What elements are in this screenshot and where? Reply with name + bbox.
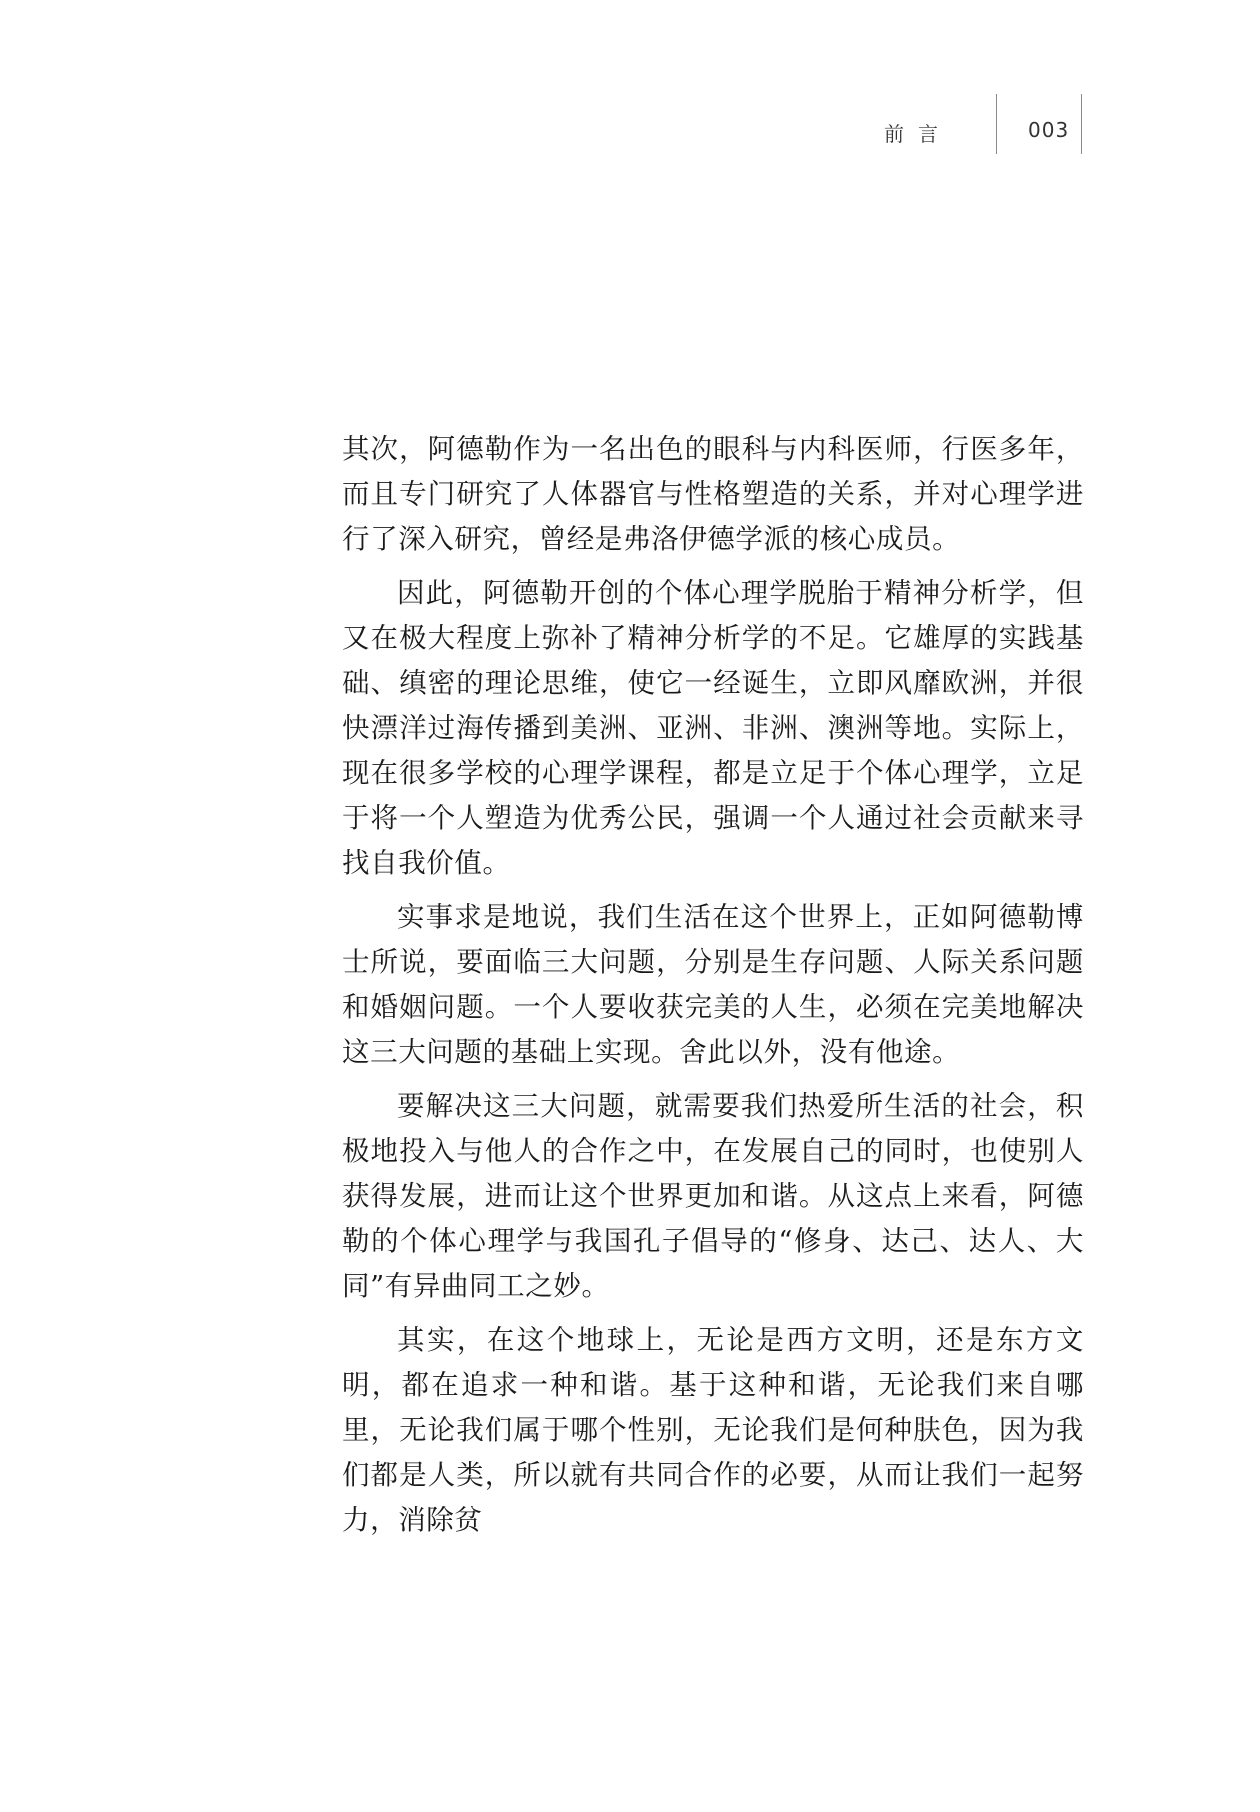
paragraph: 实事求是地说，我们生活在这个世界上，正如阿德勒博士所说，要面临三大问题，分别是生存问题、人际关系问题和婚姻问题。一个人要收获完美的人生，必须在完美地解决这三大问题的基础上实现。舍此以外，没有他途。 (342, 901, 1084, 1068)
running-title: 前言 (884, 122, 952, 146)
paragraph-continuation: 其次，阿德勒作为一名出色的眼科与内科医师，行医多年，而且专门研究了人体器官与性格塑造的关系，并对心理学进行了深入研究，曾经是弗洛伊德学派的核心成员。 (342, 433, 1084, 555)
body-text (342, 427, 1084, 1543)
page-number: 003 (1028, 118, 1070, 142)
header-divider-right (1081, 94, 1082, 154)
header-divider-left (996, 94, 997, 154)
paragraph: 因此，阿德勒开创的个体心理学脱胎于精神分析学，但又在极大程度上弥补了精神分析学的不足。它雄厚的实践基础、缜密的理论思维，使它一经诞生，立即风靡欧洲，并很快漂洋过海传播到美洲、亚洲、非洲、澳洲等地。实际上，现在很多学校的心理学课程，都是立足于个体心理学，立足于将一个人塑造为优秀公民，强调一个人通过社会贡献来寻找自我价值。 (342, 577, 1084, 879)
paragraph: 其实，在这个地球上，无论是西方文明，还是东方文明，都在追求一种和谐。基于这种和谐，无论我们来自哪里，无论我们属于哪个性别，无论我们是何种肤色，因为我们都是人类，所以就有共同合作的必要，从而让我们一起努力，消除贫 (342, 1324, 1084, 1536)
running-header (860, 94, 1090, 154)
paragraph: 要解决这三大问题，就需要我们热爱所生活的社会，积极地投入与他人的合作之中，在发展自己的同时，也使别人获得发展，进而让这个世界更加和谐。从这点上来看，阿德勒的个体心理学与我国孔子倡导的“修身、达己、达人、大同”有异曲同工之妙。 (342, 1090, 1085, 1302)
